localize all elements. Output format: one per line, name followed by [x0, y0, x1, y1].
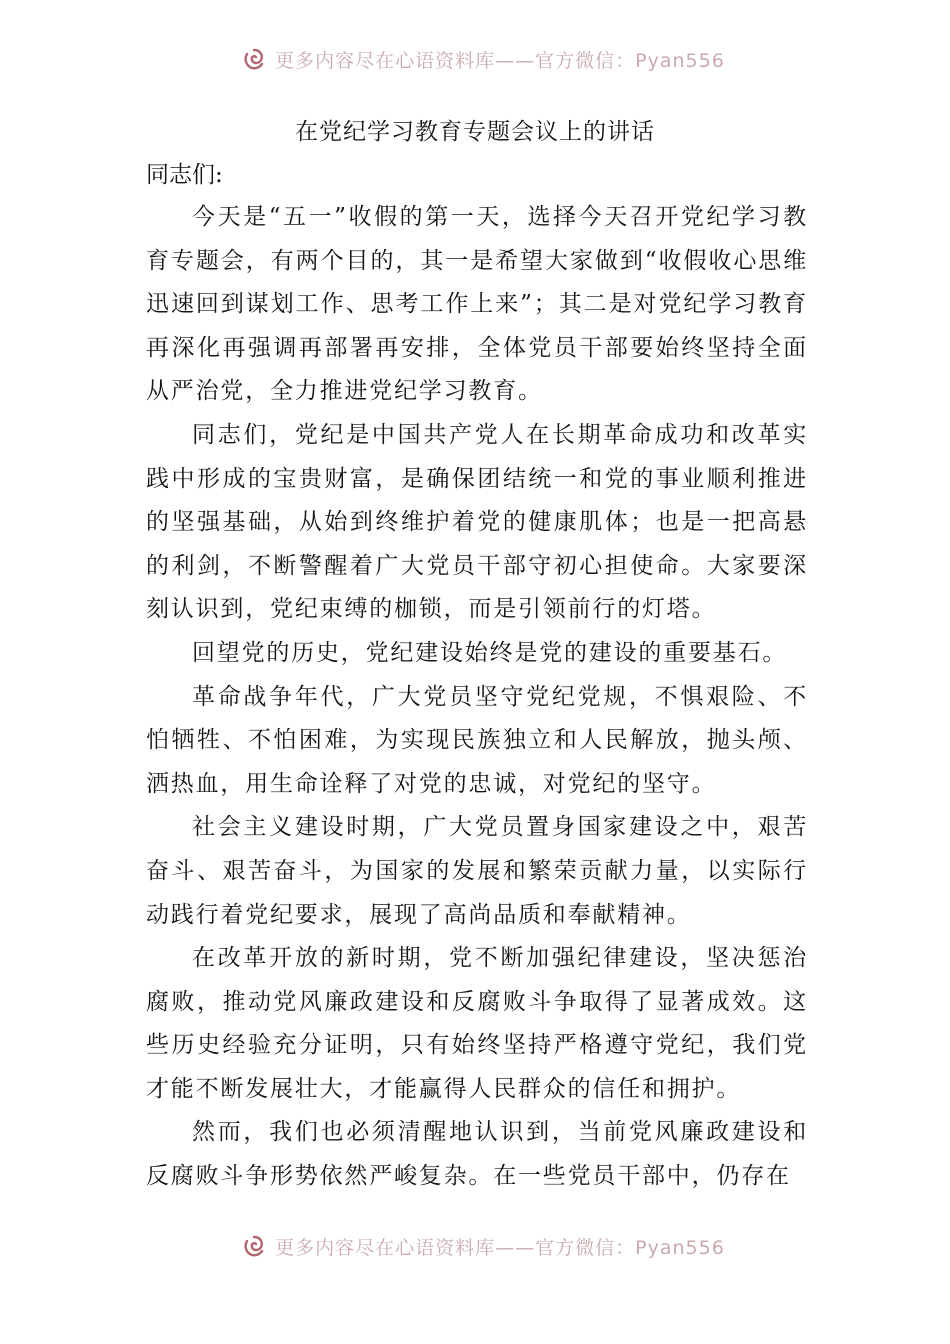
header-banner — [241, 46, 725, 73]
paragraph: 社会主义建设时期，广大党员置身国家建设之中，艰苦奋斗、艰苦奋斗，为国家的发展和繁荣贡献力量，以实际行动践行着党纪要求，展现了高尚品质和奉献精神。 — [146, 814, 808, 928]
paragraph: 同志们，党纪是中国共产党人在长期革命成功和改革实践中形成的宝贵财富，是确保团结统一和党的事业顺利推进的坚强基础，从始到终维护着党的健康肌体；也是一把高悬的利剑，不断警醒着广大党员干部守初心担使命。大家要深刻认识到，党纪束缚的枷锁，而是引领前行的灯塔。 — [146, 421, 808, 623]
footer-banner — [241, 1233, 725, 1260]
paragraph: 回望党的历史，党纪建设始终是党的建设的重要基石。 — [192, 639, 788, 666]
footer-watermark-text: 更多内容尽在心语资料库——官方微信：Pyan556 — [275, 1236, 725, 1259]
header-watermark — [0, 42, 950, 76]
header-watermark-text: 更多内容尽在心语资料库——官方微信：Pyan556 — [275, 49, 725, 72]
paragraph: 革命战争年代，广大党员坚守党纪党规，不惧艰险、不怕牺牲、不怕困难，为实现民族独立和人民解放，抛头颅、洒热血，用生命诠释了对党的忠诚，对党纪的坚守。 — [146, 683, 808, 797]
spiral-logo-icon — [241, 1233, 267, 1259]
footer-watermark — [0, 1229, 950, 1263]
document-body — [146, 196, 808, 1199]
paragraph: 在改革开放的新时期，党不断加强纪律建设，坚决惩治腐败，推动党风廉政建设和反腐败斗争取得了显著成效。这些历史经验充分证明，只有始终坚持严格遵守党纪，我们党才能不断发展壮大，才能赢得人民群众的信任和拥护。 — [146, 945, 808, 1102]
spiral-logo-icon — [241, 46, 267, 72]
paragraph: 然而，我们也必须清醒地认识到，当前党风廉政建设和反腐败斗争形势依然严峻复杂。在一些党员干部中，仍存在 — [146, 1119, 808, 1190]
salutation: 同志们: — [146, 162, 223, 188]
paragraph: 今天是“五一”收假的第一天，选择今天召开党纪学习教育专题会，有两个目的，其一是希望大家做到“收假收心思维迅速回到谋划工作、思考工作上来”；其二是对党纪学习教育再深化再强调再部署再安排，全体党员干部要始终坚持全面从严治党，全力推进党纪学习教育。 — [146, 204, 808, 405]
document-title: 在党纪学习教育专题会议上的讲话 — [295, 119, 655, 145]
